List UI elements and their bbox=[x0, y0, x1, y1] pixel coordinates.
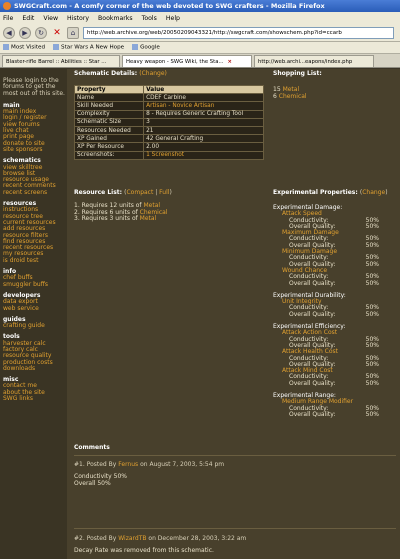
firefox-icon bbox=[3, 2, 11, 10]
property-cell: Complexity bbox=[75, 110, 144, 118]
tab-web-archive[interactable]: http://web.archi...eapons/index.php bbox=[254, 55, 374, 67]
experimental-label: Conductivity: bbox=[289, 304, 329, 312]
experimental-value: 50% bbox=[365, 235, 379, 243]
main-content bbox=[70, 69, 400, 559]
sidebar-link[interactable]: view forums bbox=[3, 120, 40, 128]
menu-bookmarks[interactable]: Bookmarks bbox=[98, 14, 133, 22]
experimental-group bbox=[273, 293, 393, 318]
experimental-group bbox=[273, 324, 393, 387]
experimental-group bbox=[273, 393, 393, 418]
value-cell: 3 bbox=[144, 118, 264, 126]
value-cell: 2.00 bbox=[144, 143, 264, 151]
sidebar-link[interactable]: instructions bbox=[3, 206, 39, 214]
value-cell[interactable]: 1 Screenshot bbox=[144, 151, 264, 159]
comment-meta: #1. Posted By Fernus on August 7, 2003, 5:54 pm bbox=[74, 461, 225, 468]
experimental-label: Overall Quality: bbox=[289, 379, 336, 387]
experimental-row bbox=[273, 412, 393, 418]
experimental-value: 50% bbox=[365, 335, 379, 343]
shopping-list-title: Shopping List: bbox=[273, 70, 322, 77]
experimental-label: Conductivity: bbox=[289, 335, 329, 343]
sidebar-link[interactable]: print page bbox=[3, 133, 34, 141]
sidebar-link[interactable]: production costs bbox=[3, 358, 53, 366]
sidebar-link[interactable]: chef buffs bbox=[3, 274, 33, 282]
comment-body: Decay Rate was removed from this schematic. bbox=[74, 547, 214, 554]
tab-blaster-rifle[interactable]: Blaster-rifle Barrel :: Abilities :: Star ... bbox=[2, 55, 120, 67]
experimental-subproperty: Medium Range Modifier bbox=[282, 398, 354, 406]
resource-link[interactable]: Chemical bbox=[139, 208, 168, 216]
experimental-value: 50% bbox=[365, 222, 379, 230]
sidebar-link[interactable]: data export bbox=[3, 298, 38, 306]
sidebar-heading: schematics bbox=[3, 157, 41, 165]
experimental-subproperty: Attack Speed bbox=[282, 210, 322, 218]
table-row bbox=[75, 110, 264, 118]
experimental-value: 50% bbox=[365, 410, 379, 418]
property-cell: Skill Needed bbox=[75, 102, 144, 110]
menu-history[interactable]: History bbox=[67, 14, 90, 22]
experimental-label: Conductivity: bbox=[289, 254, 329, 262]
reload-icon[interactable]: ↻ bbox=[35, 27, 47, 39]
full-link[interactable]: Full bbox=[159, 189, 170, 196]
table-row bbox=[75, 118, 264, 126]
sidebar-link[interactable]: resource usage bbox=[3, 176, 49, 184]
experimental-subproperty: Unit Integrity bbox=[282, 298, 322, 306]
sidebar-link[interactable]: browse list bbox=[3, 169, 36, 177]
sidebar-link[interactable]: find resources bbox=[3, 237, 46, 245]
resource-item bbox=[74, 216, 168, 223]
menu-view[interactable]: View bbox=[43, 14, 59, 22]
schematic-details-title: Schematic Details: (Change) bbox=[74, 70, 167, 77]
sidebar-link[interactable]: crafting guide bbox=[3, 322, 45, 330]
sidebar-link[interactable]: web service bbox=[3, 304, 39, 312]
experimental-subproperty: Attack Mind Cost bbox=[282, 367, 333, 375]
tab-heavy-weapon[interactable]: Heavy weapon - SWG Wiki, the Sta... × bbox=[122, 55, 252, 67]
property-cell: XP Per Resource bbox=[75, 143, 144, 151]
sidebar-link[interactable]: harvester calc bbox=[3, 339, 46, 347]
url-text: http://web.archive.org/web/20050209043321/http://swgcraft.com/showschem.php?id=ccarb bbox=[87, 29, 342, 36]
sidebar-heading: tools bbox=[3, 333, 20, 341]
experimental-value: 50% bbox=[365, 260, 379, 268]
comment-author-link[interactable]: Fernus bbox=[118, 461, 139, 468]
url-bar[interactable] bbox=[83, 27, 394, 39]
experimental-group-heading: Experimental Damage: bbox=[273, 204, 343, 211]
property-cell: XP Gained bbox=[75, 135, 144, 143]
comment-2 bbox=[74, 535, 396, 554]
experimental-label: Overall Quality: bbox=[289, 279, 336, 287]
resource-list bbox=[74, 203, 168, 223]
schematic-table bbox=[74, 85, 264, 160]
experimental-value: 50% bbox=[365, 279, 379, 287]
experimental-subproperty: Maximum Damage bbox=[282, 229, 339, 237]
sidebar-link[interactable]: about the site bbox=[3, 388, 45, 396]
divider bbox=[74, 455, 396, 456]
sidebar-intro: Please login to the forums to get the most out of this site. bbox=[3, 77, 65, 97]
table-row bbox=[75, 126, 264, 134]
experimental-label: Overall Quality: bbox=[289, 260, 336, 268]
experimental-properties-title: Experimental Properties: (Change) bbox=[273, 189, 388, 196]
bookmark-most-visited[interactable]: Most Visited bbox=[3, 44, 45, 51]
resource-link[interactable]: Metal bbox=[143, 202, 161, 209]
experimental-value: 50% bbox=[365, 304, 379, 312]
sidebar-link[interactable]: recent resources bbox=[3, 244, 54, 252]
experimental-subproperty: Attack Health Cost bbox=[282, 348, 339, 356]
experimental-label: Conductivity: bbox=[289, 273, 329, 281]
sidebar-link[interactable]: resource filters bbox=[3, 231, 48, 239]
sidebar-link[interactable]: recent screens bbox=[3, 188, 48, 196]
sidebar-link[interactable]: SWG links bbox=[3, 395, 34, 403]
schematic-change-link[interactable]: (Change) bbox=[139, 70, 167, 77]
window-title: SWGCraft.com - A comfy corner of the web devoted to SWG crafters - Mozilla Firefox bbox=[14, 2, 325, 10]
experimental-value: 50% bbox=[365, 254, 379, 262]
sidebar-link[interactable]: factory calc bbox=[3, 345, 38, 353]
bookmark-icon bbox=[3, 44, 9, 50]
value-cell: 42 General Crafting bbox=[144, 135, 264, 143]
tab-strip bbox=[0, 54, 400, 68]
back-icon[interactable]: ◀ bbox=[3, 27, 15, 39]
property-cell: Screenshots: bbox=[75, 151, 144, 159]
sidebar-sections bbox=[3, 103, 65, 402]
table-row bbox=[75, 151, 264, 159]
bookmark-icon bbox=[53, 44, 59, 50]
experimental-label: Conductivity: bbox=[289, 373, 329, 381]
value-cell[interactable]: Artisan - Novice Artisan bbox=[144, 102, 264, 110]
window-titlebar bbox=[0, 0, 400, 12]
comment-author-link[interactable]: WizardTB bbox=[118, 535, 147, 542]
property-cell: Schematic Size bbox=[75, 118, 144, 126]
experimental-subproperty: Wound Chance bbox=[282, 266, 328, 274]
sidebar-link[interactable]: view skilltree bbox=[3, 163, 43, 171]
experimental-subproperty: Minimum Damage bbox=[282, 248, 338, 256]
experimental-subproperty: Attack Action Cost bbox=[282, 329, 338, 337]
experimental-group-heading: Experimental Durability: bbox=[273, 291, 346, 299]
experimental-row bbox=[273, 281, 393, 287]
sidebar-link[interactable]: contact me bbox=[3, 382, 37, 390]
sidebar-link[interactable]: recent comments bbox=[3, 182, 56, 190]
sidebar-link[interactable]: login / register bbox=[3, 114, 47, 122]
comment-1 bbox=[74, 461, 396, 487]
experimental-label: Overall Quality: bbox=[289, 310, 336, 318]
shopping-resource-link[interactable]: Metal bbox=[282, 86, 300, 93]
comment-body: Conductivity 50% Overall 50% bbox=[74, 473, 127, 487]
column-header: Value bbox=[144, 86, 264, 94]
menu-help[interactable]: Help bbox=[165, 14, 180, 22]
column-header: Property bbox=[75, 86, 144, 94]
experimental-label: Overall Quality: bbox=[289, 222, 336, 230]
value-cell: CDEF Carbine bbox=[144, 94, 264, 102]
forward-icon[interactable]: ▶ bbox=[19, 27, 31, 39]
shopping-qty: 15 bbox=[273, 86, 281, 93]
page-content bbox=[0, 69, 400, 559]
experimental-row bbox=[273, 381, 393, 387]
sidebar bbox=[0, 69, 67, 559]
resource-text: 3. Requires 3 units of bbox=[74, 215, 138, 222]
sidebar-link[interactable]: downloads bbox=[3, 364, 36, 372]
bookmark-google[interactable]: Google bbox=[132, 44, 160, 51]
experimental-value: 50% bbox=[365, 360, 379, 368]
experimental-properties bbox=[273, 205, 393, 424]
experimental-value: 50% bbox=[365, 216, 379, 224]
experimental-group-heading: Experimental Efficiency: bbox=[273, 323, 346, 331]
experimental-label: Overall Quality: bbox=[289, 410, 336, 418]
menu-bar bbox=[0, 12, 400, 24]
sidebar-link[interactable]: resource quality bbox=[3, 352, 52, 360]
experimental-row bbox=[273, 312, 393, 318]
sidebar-link[interactable]: smuggler buffs bbox=[3, 280, 48, 288]
sidebar-link[interactable]: is droid test bbox=[3, 256, 39, 264]
table-row bbox=[75, 135, 264, 143]
experimental-label: Overall Quality: bbox=[289, 241, 336, 249]
compact-link[interactable]: Compact bbox=[126, 189, 154, 196]
experimental-group-heading: Experimental Range: bbox=[273, 392, 336, 400]
resource-link[interactable]: Metal bbox=[139, 215, 157, 222]
experimental-value: 50% bbox=[365, 354, 379, 362]
experimental-label: Conductivity: bbox=[289, 404, 329, 412]
sidebar-heading: developers bbox=[3, 291, 41, 299]
divider bbox=[74, 528, 396, 529]
sidebar-link[interactable]: donate to site bbox=[3, 139, 45, 147]
sidebar-heading: resources bbox=[3, 200, 37, 208]
table-header-row bbox=[75, 86, 264, 94]
sidebar-link[interactable]: my resources bbox=[3, 250, 44, 258]
shopping-item bbox=[273, 94, 307, 101]
sidebar-link[interactable]: live chat bbox=[3, 127, 29, 135]
table-row bbox=[75, 143, 264, 151]
experimental-change-link[interactable]: Change bbox=[362, 189, 386, 196]
bookmark-star-wars[interactable]: Star Wars A New Hope bbox=[53, 44, 124, 51]
experimental-value: 50% bbox=[365, 273, 379, 281]
resource-list-title: Resource List: (Compact | Full) bbox=[74, 189, 172, 196]
table-row bbox=[75, 102, 264, 110]
comments-title: Comments bbox=[74, 444, 110, 451]
menu-file[interactable]: File bbox=[3, 14, 14, 22]
experimental-value: 50% bbox=[365, 310, 379, 318]
experimental-label: Overall Quality: bbox=[289, 341, 336, 349]
experimental-label: Conductivity: bbox=[289, 216, 329, 224]
stop-icon[interactable]: ✕ bbox=[53, 27, 61, 38]
experimental-label: Conductivity: bbox=[289, 235, 329, 243]
experimental-value: 50% bbox=[365, 379, 379, 387]
experimental-value: 50% bbox=[365, 404, 379, 412]
sidebar-heading: guides bbox=[3, 315, 26, 323]
experimental-label: Conductivity: bbox=[289, 354, 329, 362]
shopping-qty: 6 bbox=[273, 92, 277, 100]
sidebar-link[interactable]: resource tree bbox=[3, 212, 43, 220]
sidebar-heading: main bbox=[3, 101, 20, 109]
experimental-label: Overall Quality: bbox=[289, 360, 336, 368]
experimental-value: 50% bbox=[365, 241, 379, 249]
sidebar-link[interactable]: current resources bbox=[3, 218, 56, 226]
home-icon[interactable]: ⌂ bbox=[67, 27, 79, 39]
value-cell: 8 - Requires Generic Crafting Tool bbox=[144, 110, 264, 118]
sidebar-link[interactable]: add resources bbox=[3, 225, 46, 233]
property-cell: Name bbox=[75, 94, 144, 102]
experimental-group bbox=[273, 205, 393, 287]
shopping-list bbox=[273, 87, 307, 100]
experimental-value: 50% bbox=[365, 373, 379, 381]
comment-meta: #2. Posted By WizardTB on December 28, 2003, 3:22 am bbox=[74, 535, 247, 542]
menu-edit[interactable]: Edit bbox=[22, 14, 35, 22]
sidebar-link[interactable]: main index bbox=[3, 108, 37, 116]
close-tab-icon[interactable]: × bbox=[227, 58, 232, 65]
menu-tools[interactable]: Tools bbox=[141, 14, 157, 22]
google-icon bbox=[132, 44, 138, 50]
resource-text: 1. Requires 12 units of bbox=[74, 202, 142, 209]
experimental-value: 50% bbox=[365, 341, 379, 349]
property-cell: Resources Needed bbox=[75, 126, 144, 134]
sidebar-link[interactable]: site sponsors bbox=[3, 145, 43, 153]
resource-text: 2. Requires 6 units of bbox=[74, 208, 138, 216]
sidebar-heading: misc bbox=[3, 376, 19, 384]
sidebar-heading: info bbox=[3, 268, 17, 276]
value-cell: 21 bbox=[144, 126, 264, 134]
shopping-resource-link[interactable]: Chemical bbox=[278, 92, 307, 100]
bookmarks-toolbar bbox=[0, 42, 400, 54]
navigation-toolbar bbox=[0, 24, 400, 42]
table-row bbox=[75, 94, 264, 102]
